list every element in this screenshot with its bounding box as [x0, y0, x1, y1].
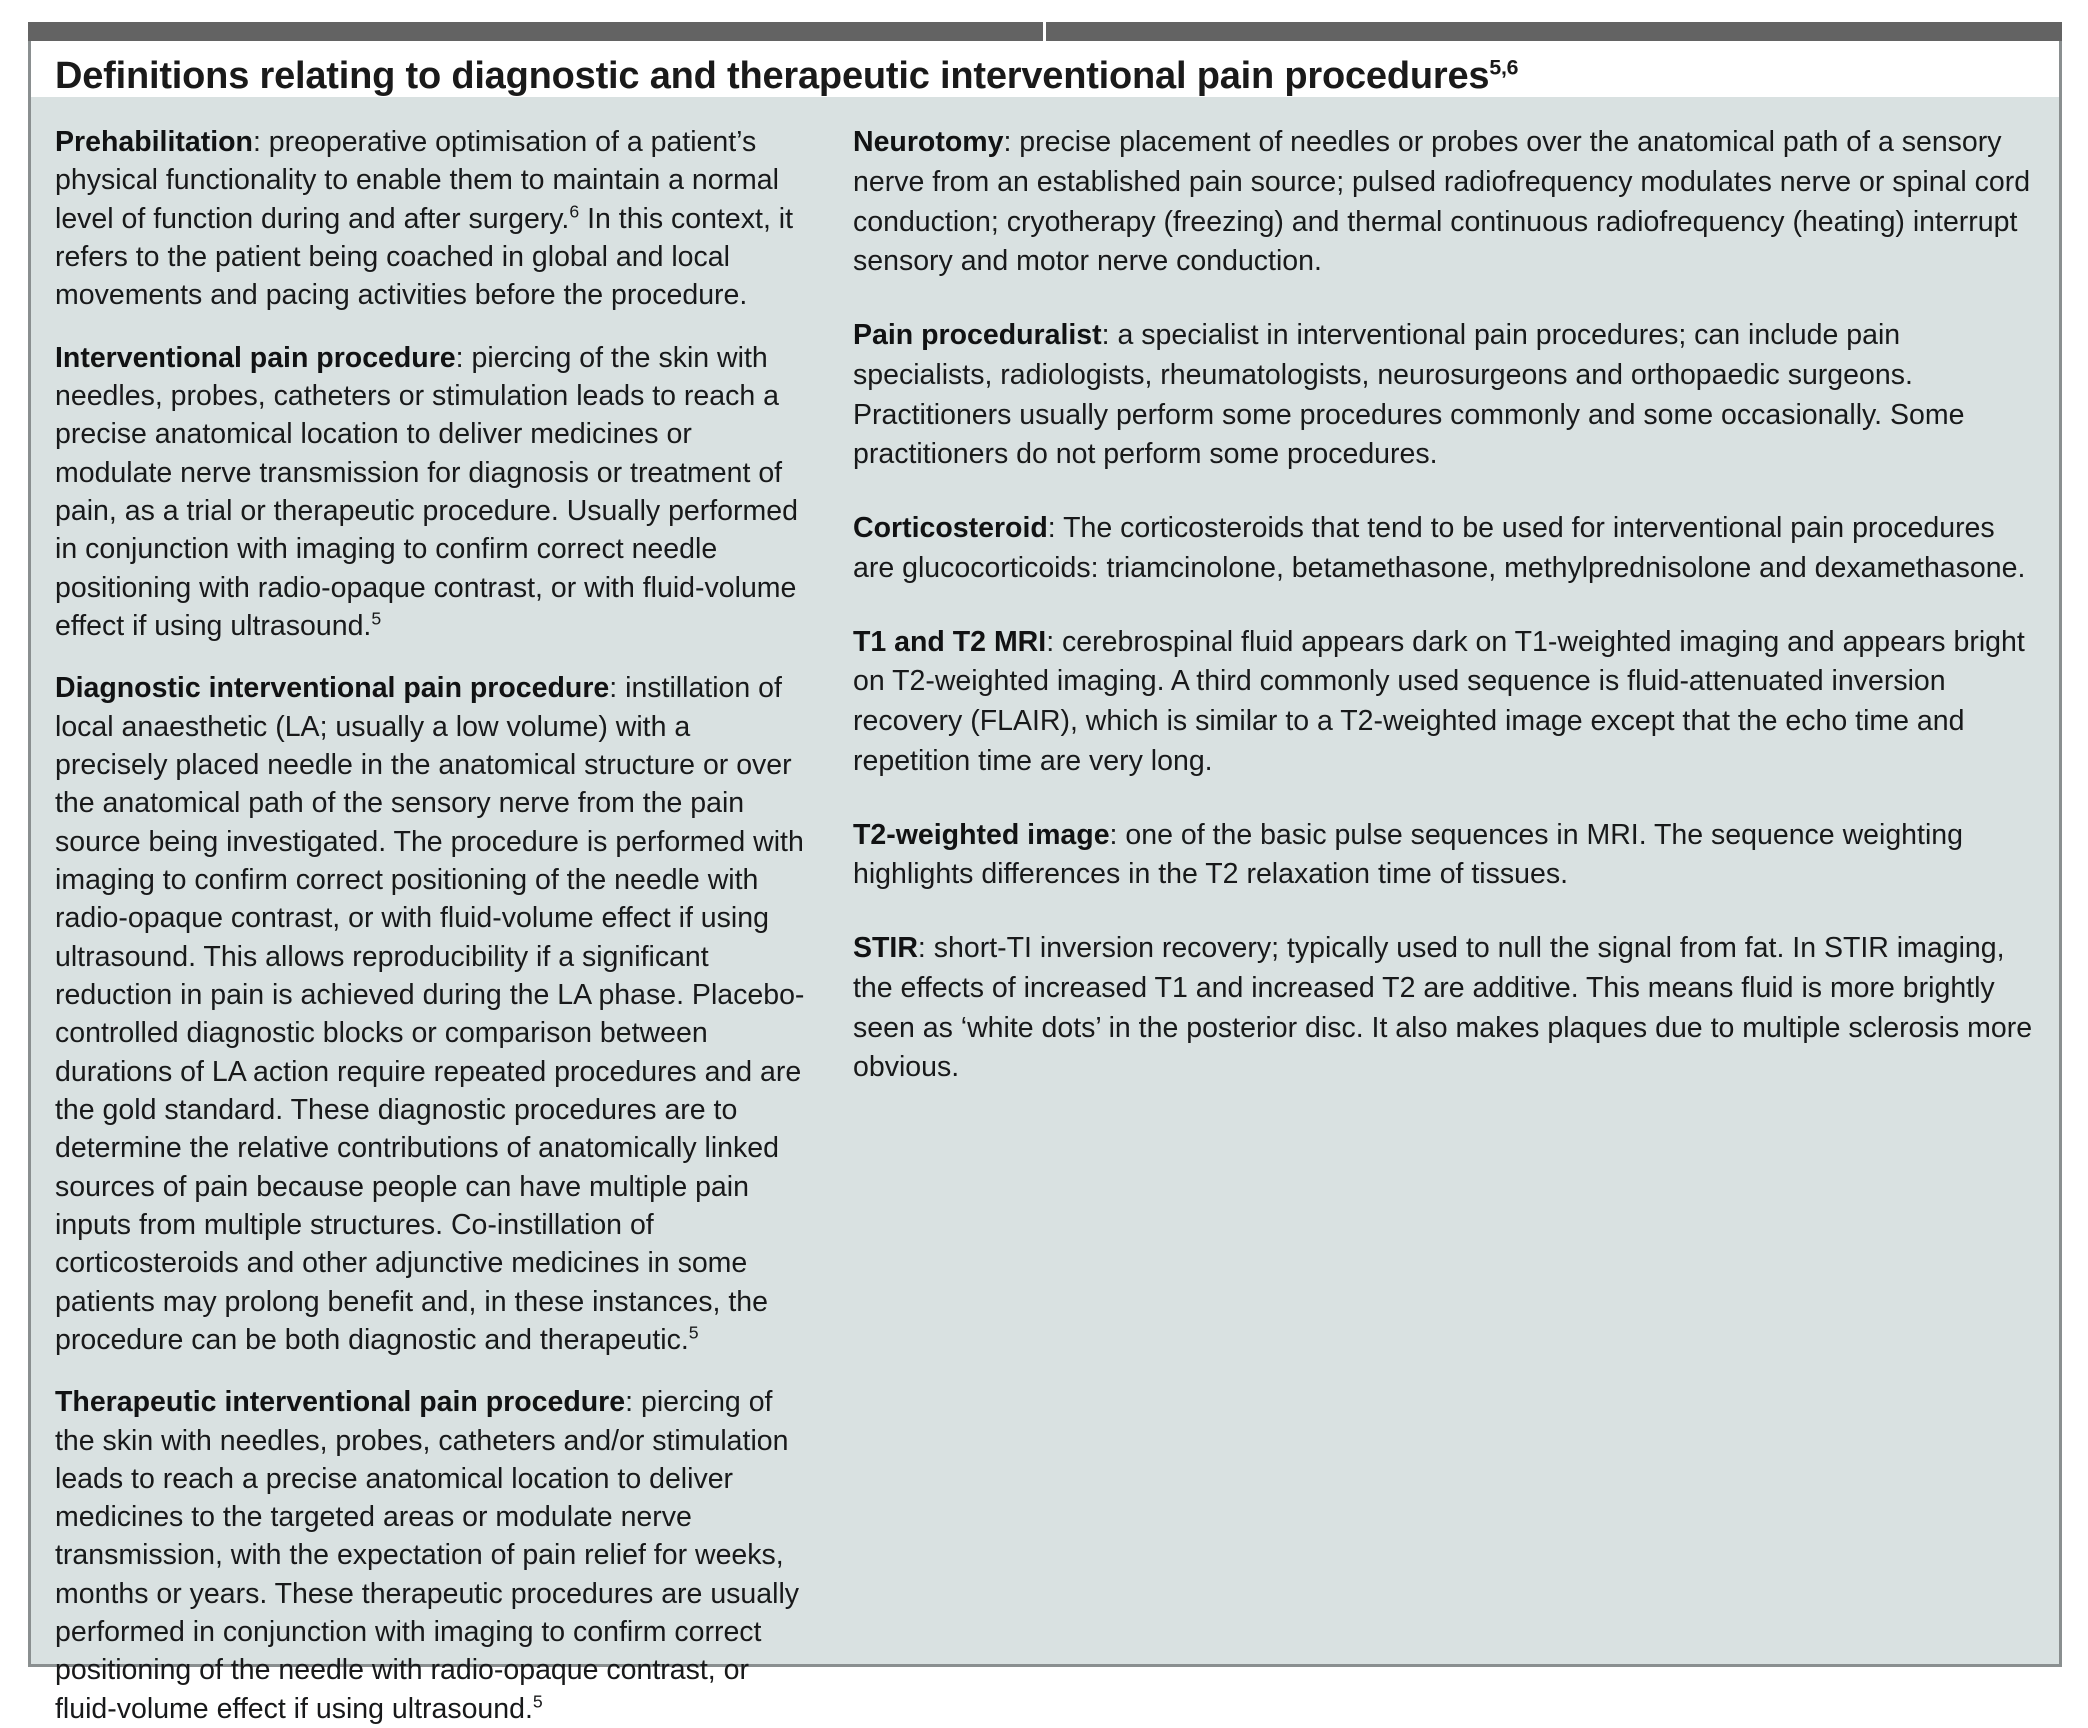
definitions-left-column	[31, 123, 821, 1728]
box-header	[31, 41, 2059, 97]
definition-text: piercing of the skin with needles, probes, catheters and/or stimulation leads to reach a precise anatomical location to deliver medicines to the targeted areas or modulate nerve transmission, with the expectation of pain relief for weeks, months or years. These therapeutic procedures are usually performed in conjunction with imaging to confirm correct positioning of the needle with radio-opaque contrast, or fluid-volume effect if using ultrasound.	[55, 1386, 800, 1725]
definition-text: preoperative optimisation of a patient’s physical functionality to enable them to maintain a normal level of function during and after surgery.	[55, 126, 779, 235]
definition-term: Therapeutic interventional pain procedure	[55, 1386, 626, 1419]
definition-entry	[853, 123, 2033, 282]
definition-term: Interventional pain procedure	[55, 341, 456, 374]
definition-separator: :	[1003, 126, 1020, 158]
definition-separator: :	[252, 126, 269, 158]
definition-text: cerebrospinal fluid appears dark on T1-weighted imaging and appears bright on T2-weighted imaging. A third commonly used sequence is fluid-attenuated inversion recovery (FLAIR), which is similar to a T2-weighted image except that the echo time and repetition time are very long.	[853, 625, 2025, 777]
definition-separator: :	[1047, 512, 1064, 544]
definition-text: The corticosteroids that tend to be used for interventional pain procedures are glucocorticoids: triamcinolone, betamethasone, methylprednisolone and dexamethasone.	[853, 512, 2026, 584]
definitions-box	[28, 41, 2062, 1725]
definition-text: piercing of the skin with needles, probes, catheters or stimulation leads to reach a precise anatomical location to deliver medicines or modulate nerve transmission for diagnosis or treatment of pain, as a trial or therapeutic procedure. Usually performed in conjunction with imaging to confirm correct needle positioning with radio-opaque contrast, or with fluid-volume effect if using ultrasound.	[55, 341, 798, 642]
definition-text: instillation of local anaesthetic (LA; usually a low volume) with a precisely placed needle in the anatomical structure or over the anatomical path of the sensory nerve from the pain source being investigated. The procedure is performed with imaging to confirm correct positioning of the needle with radio-opaque contrast, or with fluid-volume effect if using ultrasound. This allows reproducibility if a significant reduction in pain is achieved during the LA phase. Placebo-controlled diagnostic blocks or comparison between durations of LA action require repeated procedures and are the gold standard. These diagnostic procedures are to determine the relative contributions of anatomically linked sources of pain because people can have multiple pain inputs from multiple structures. Co-instillation of corticosteroids and other adjunctive medicines in some patients may prolong benefit and, in these instances, the procedure can be both diagnostic and therapeutic.	[55, 672, 805, 1356]
definition-separator: :	[1101, 319, 1118, 351]
definition-term: Neurotomy	[853, 126, 1004, 158]
definition-separator: :	[625, 1386, 641, 1419]
definition-entry	[55, 339, 805, 646]
definition-term: T2-weighted image	[853, 818, 1110, 851]
definition-reference-marker: 6	[569, 201, 580, 222]
definition-term: Pain proceduralist	[853, 319, 1102, 351]
top-accent-rule-split	[1043, 22, 1046, 41]
definition-term: Diagnostic interventional pain procedure	[55, 672, 610, 705]
definition-entry	[853, 816, 2033, 896]
definition-text: a specialist in interventional pain procedures; can include pain specialists, radiologists, rheumatologists, neurosurgeons and orthopaedic surgeons. Practitioners usually perform some procedures commonly and some occasionally. Some practitioners do not perform some procedures.	[853, 319, 1965, 471]
definition-entry	[55, 1383, 805, 1728]
definition-term: STIR	[853, 932, 918, 964]
definition-reference-marker: 5	[688, 1322, 699, 1343]
definitions-columns	[31, 97, 2059, 1728]
definition-entry	[853, 623, 2033, 782]
definition-reference-marker: 5	[371, 608, 382, 629]
definition-separator: :	[609, 672, 626, 705]
definition-separator: :	[1046, 625, 1063, 658]
definition-separator: :	[1109, 818, 1126, 851]
definition-reference-marker: 5	[532, 1691, 543, 1712]
definition-entry	[853, 316, 2033, 475]
definition-term: Corticosteroid	[853, 512, 1048, 544]
definition-entry	[853, 929, 2033, 1088]
definitions-right-column	[821, 123, 2059, 1728]
definition-separator: :	[455, 341, 472, 374]
definition-term: T1 and T2 MRI	[853, 625, 1047, 658]
definition-entry	[55, 123, 805, 315]
box-title-text: Definitions relating to diagnostic and therapeutic interventional pain procedures	[55, 55, 1490, 97]
definition-text-continued: In this context, it refers to the patient being coached in global and local movements and pacing activities before the procedure.	[55, 202, 794, 312]
definition-text: short-TI inversion recovery; typically used to null the signal from fat. In STIR imaging, the effects of increased T1 and increased T2 are additive. This means fluid is more brightly seen as ‘white dots’ in the posterior disc. It also makes plaques due to multiple sclerosis more obvious.	[853, 932, 2033, 1084]
definition-entry	[55, 669, 805, 1359]
box-title-superscript: 5,6	[1489, 55, 1519, 80]
definition-text: one of the basic pulse sequences in MRI. The sequence weighting highlights differences in the T2 relaxation time of tissues.	[853, 818, 1963, 891]
definition-text: precise placement of needles or probes over the anatomical path of a sensory nerve from an established pain source; pulsed radiofrequency modulates nerve or spinal cord conduction; cryotherapy (freezing) and thermal continuous radiofrequency (heating) interrupt sensory and motor nerve conduction.	[853, 126, 2031, 278]
definition-entry	[853, 509, 2033, 589]
definition-separator: :	[917, 932, 934, 964]
box-title	[55, 57, 2035, 95]
definition-term: Prehabilitation	[55, 126, 253, 158]
